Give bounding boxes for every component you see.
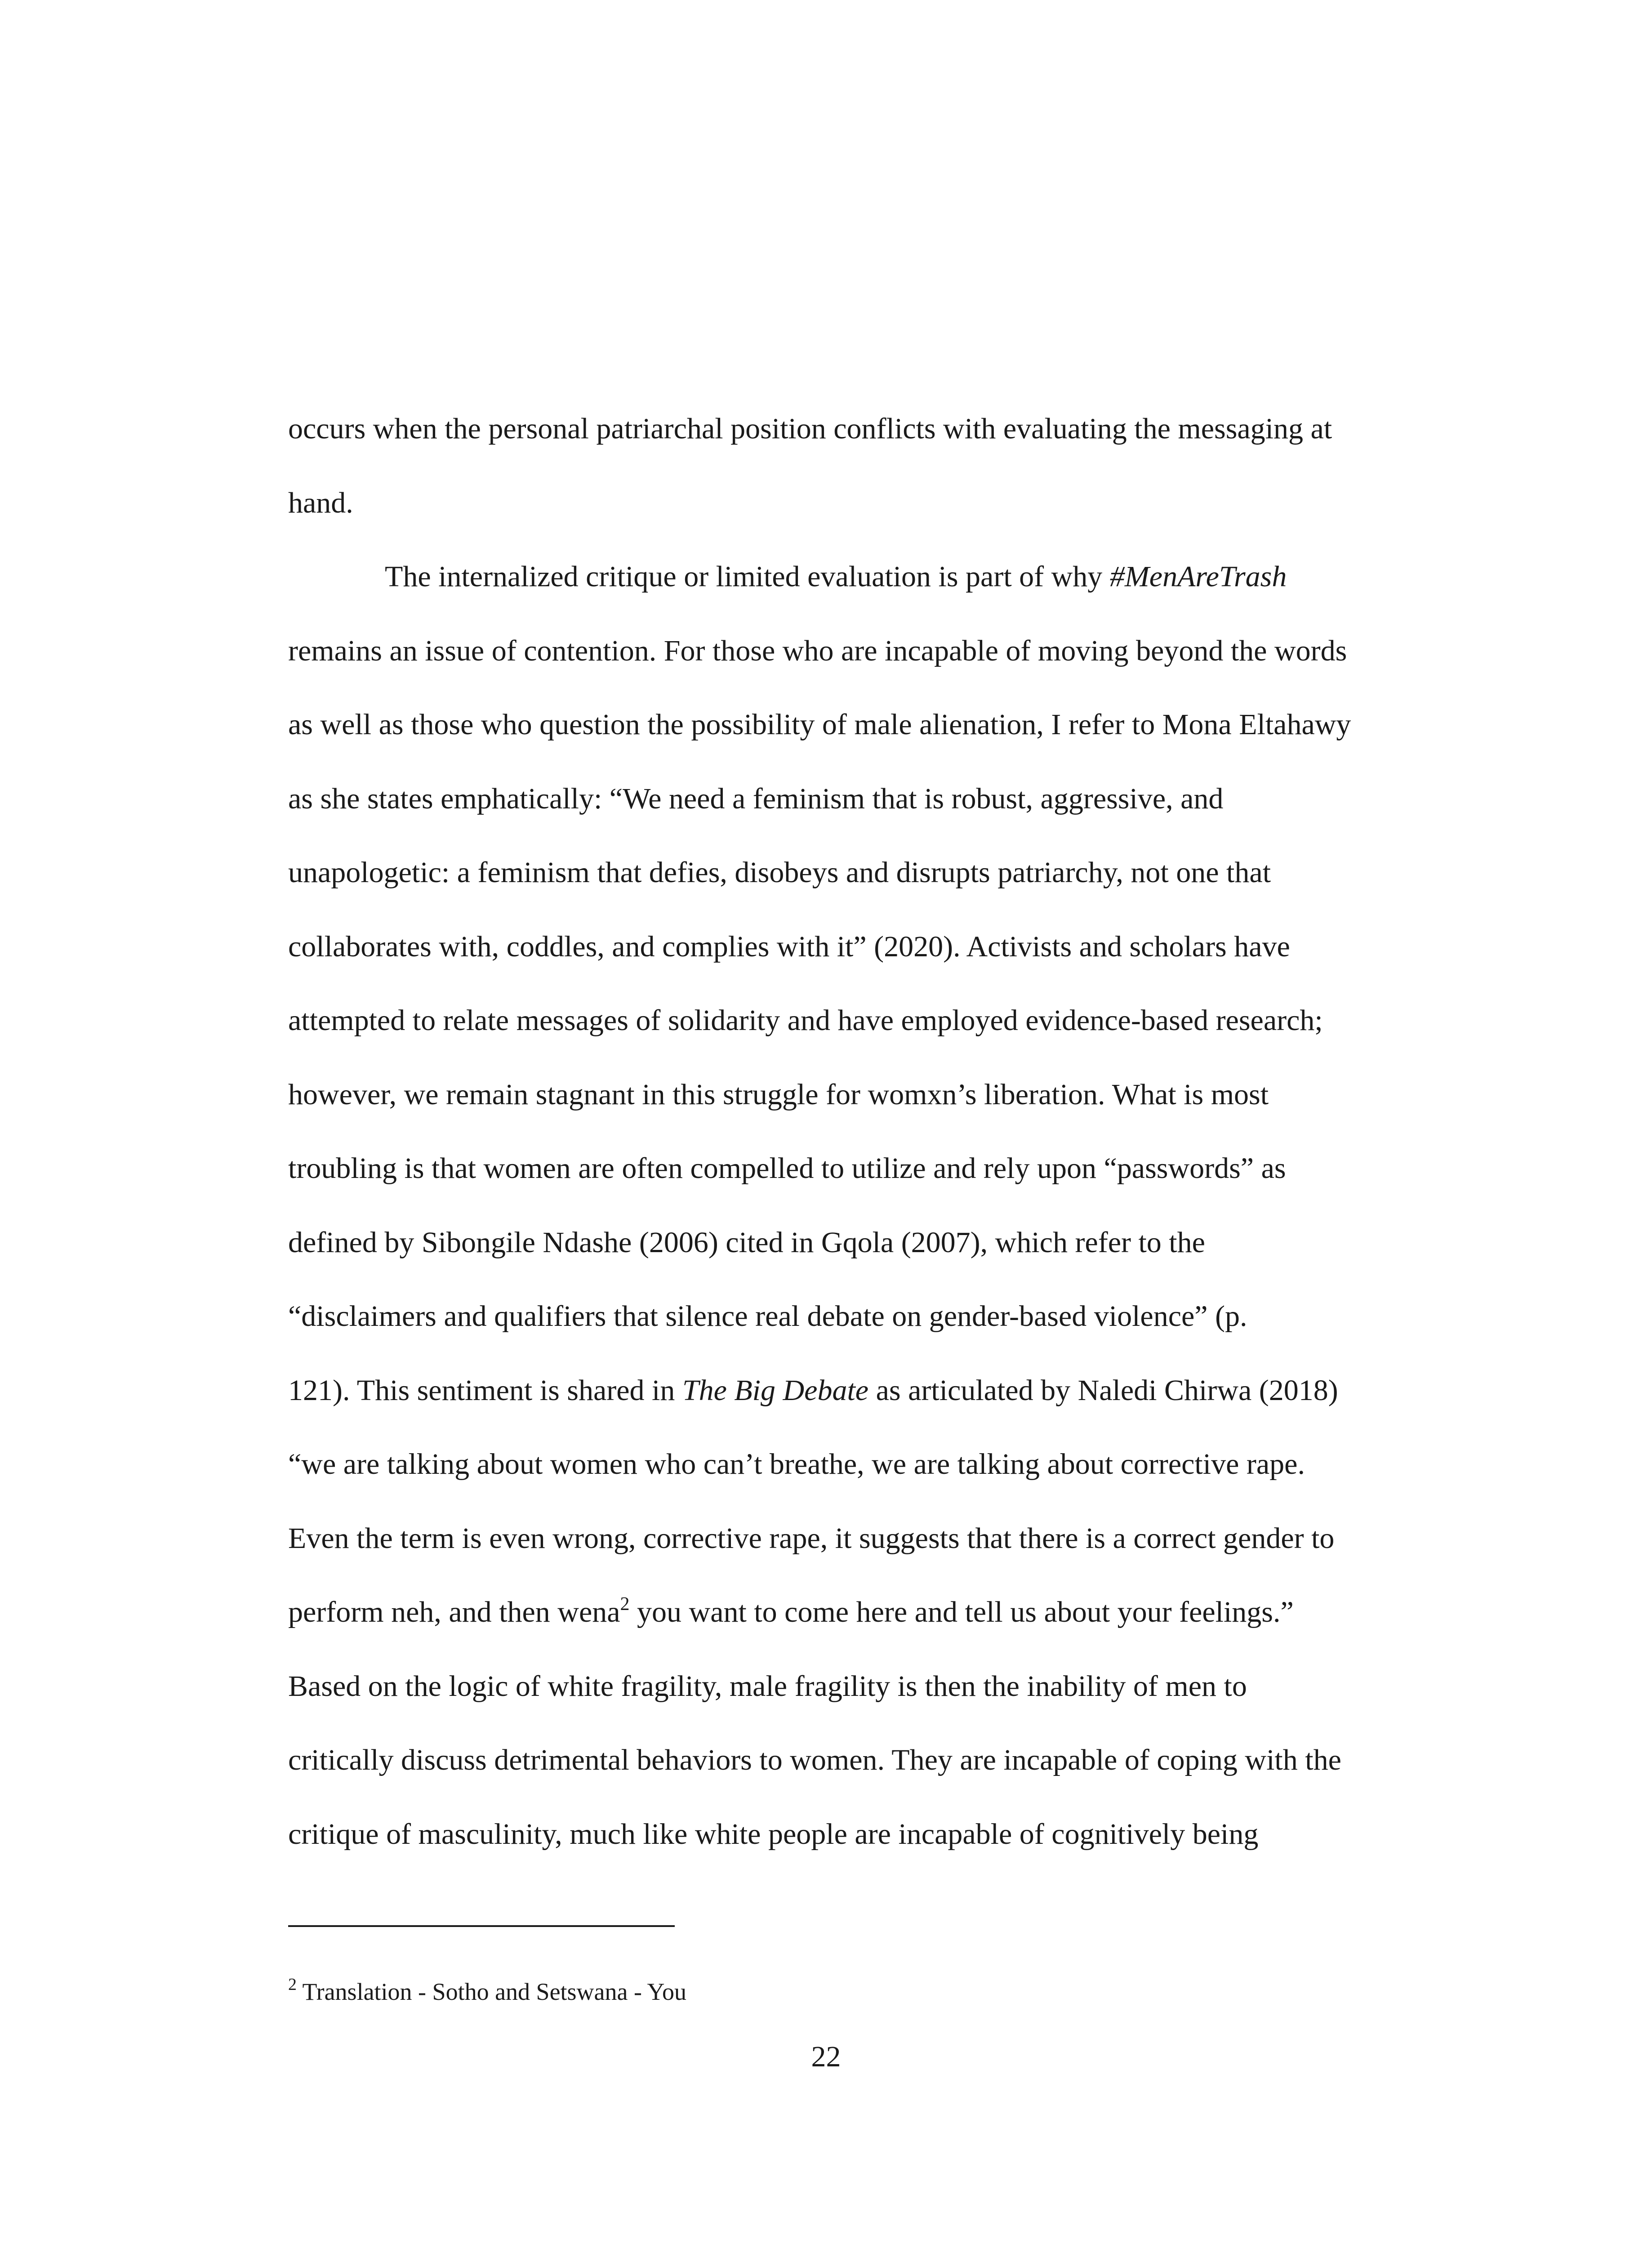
text-line: defined by Sibongile Ndashe (2006) cited in Gqola (2007), which refer to the xyxy=(288,1226,1205,1259)
text-line: 121). This sentiment is shared in The Big Debate as articulated by Naledi Chirwa (2018) xyxy=(288,1374,1338,1407)
hashtag-menaretrash: #MenAreTrash xyxy=(1109,560,1287,593)
footnote xyxy=(288,1976,686,2007)
paragraph-start-line: The internalized critique or limited evaluation is part of why #MenAreTrash xyxy=(385,560,1287,593)
title-the-big-debate: The Big Debate xyxy=(682,1374,869,1407)
text-line: occurs when the personal patriarchal position conflicts with evaluating the messaging at xyxy=(288,412,1332,445)
text-line: collaborates with, coddles, and complies with it” (2020). Activists and scholars have xyxy=(288,930,1290,963)
footnote-separator xyxy=(288,1925,675,1927)
text-line: “disclaimers and qualifiers that silence real debate on gender-based violence” (p. xyxy=(288,1300,1247,1333)
text-line: attempted to relate messages of solidarity and have employed evidence-based research; xyxy=(288,1004,1323,1037)
text-line: as she states emphatically: “We need a feminism that is robust, aggressive, and xyxy=(288,782,1224,815)
footnote-reference[interactable]: 2 xyxy=(620,1594,630,1615)
footnote-text: Translation - Sotho and Setswana - You xyxy=(297,1978,687,2005)
text-line: hand. xyxy=(288,486,353,519)
footnote-marker: 2 xyxy=(288,1975,297,1994)
text-line: perform neh, and then wena$^2$ you want to come here and tell us about your feelings.” xyxy=(288,1594,1294,1628)
text-line: Based on the logic of white fragility, male fragility is then the inability of men to xyxy=(288,1669,1247,1703)
text-line: troubling is that women are often compelled to utilize and rely upon “passwords” as xyxy=(288,1152,1286,1185)
text-line: critique of masculinity, much like white people are incapable of cognitively being xyxy=(288,1817,1259,1851)
page-number: 22 xyxy=(811,2040,841,2073)
body-text xyxy=(288,392,1439,1871)
text-line: as well as those who question the possibility of male alienation, I refer to Mona Eltahawy xyxy=(288,708,1351,741)
text-line: remains an issue of contention. For those who are incapable of moving beyond the words xyxy=(288,634,1347,667)
text-line: Even the term is even wrong, corrective rape, it suggests that there is a correct gender to xyxy=(288,1521,1335,1555)
text-line: however, we remain stagnant in this struggle for womxn’s liberation. What is most xyxy=(288,1078,1269,1111)
text-line: unapologetic: a feminism that defies, disobeys and disrupts patriarchy, not one that xyxy=(288,856,1271,889)
text-line: “we are talking about women who can’t breathe, we are talking about corrective rape. xyxy=(288,1448,1305,1481)
text-line: critically discuss detrimental behaviors to women. They are incapable of coping with the xyxy=(288,1744,1341,1776)
